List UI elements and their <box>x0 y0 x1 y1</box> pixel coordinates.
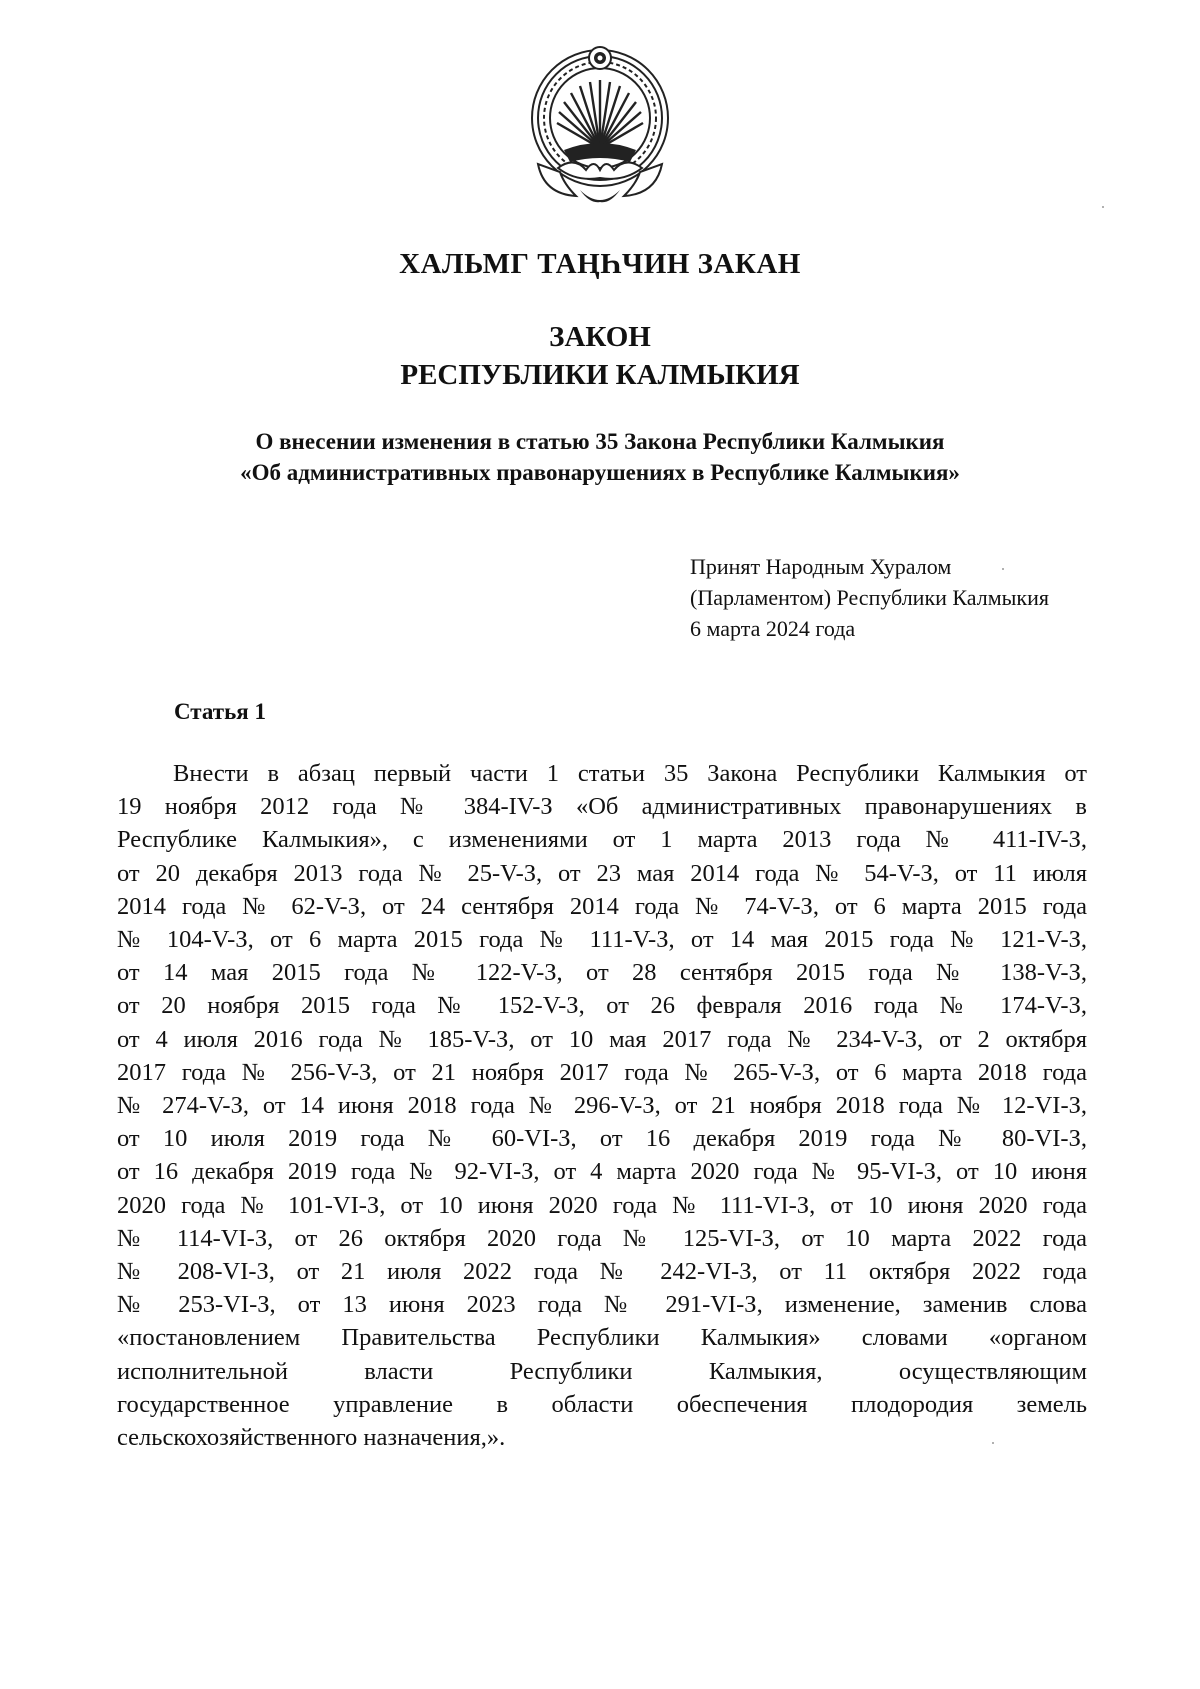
article-line: исполнительной власти Республики Калмыкия, осуществляющим <box>117 1357 1087 1385</box>
kalmykia-emblem-icon <box>524 44 676 210</box>
article-line: 2014 года № 62-V-З, от 24 сентября 2014 года № 74-V-З, от 6 марта 2015 года <box>117 892 1087 920</box>
article-title: Статья 1 <box>174 699 266 724</box>
scan-speck <box>992 1442 994 1444</box>
article-line: от 14 мая 2015 года № 122-V-З, от 28 сентября 2015 года № 138-V-З, <box>117 959 1087 987</box>
article-line: 2017 года № 256-V-З, от 21 ноября 2017 года № 265-V-З, от 6 марта 2018 года <box>117 1058 1087 1086</box>
article-line: 2020 года № 101-VI-З, от 10 июня 2020 года № 111-VI-З, от 10 июня 2020 года <box>117 1191 1087 1219</box>
article-line: № 274-V-З, от 14 июня 2018 года № 296-V-З, от 21 ноября 2018 года № 12-VI-З, <box>117 1092 1087 1120</box>
law-title <box>100 318 1100 394</box>
adoption-line2: (Парламентом) Республики Калмыкия <box>690 585 1050 610</box>
article-line: от 16 декабря 2019 года № 92-VI-З, от 4 марта 2020 года № 95-VI-З, от 10 июня <box>117 1158 1087 1186</box>
title-kalmyk: ХАЛЬМГ ТАҢҺЧИН ЗАКАН <box>399 248 801 280</box>
article-line: государственное управление в области обеспечения плодородия земель <box>117 1390 1087 1418</box>
scan-speck <box>1102 206 1104 208</box>
adoption-date: 6 марта 2024 года <box>690 616 856 641</box>
article-line: 19 ноября 2012 года № 384-IV-З «Об административных правонарушениях в <box>117 793 1087 821</box>
article-line: от 20 ноября 2015 года № 152-V-З, от 26 февраля 2016 года № 174-V-З, <box>117 992 1087 1020</box>
article-line: № 253-VI-З, от 13 июня 2023 года № 291-VI-З, изменение, заменив слова <box>117 1291 1087 1319</box>
law-title-line2: РЕСПУБЛИКИ КАЛМЫКИЯ <box>400 359 800 391</box>
article-line: Внести в абзац первый части 1 статьи 35 Закона Республики Калмыкия от <box>173 760 1087 787</box>
article-line: № 114-VI-З, от 26 октября 2020 года № 125-VI-З, от 10 марта 2022 года <box>117 1224 1087 1252</box>
article-line: сельскохозяйственного назначения,». <box>117 1424 506 1452</box>
article-line: от 20 декабря 2013 года № 25-V-З, от 23 мая 2014 года № 54-V-З, от 11 июля <box>117 859 1087 887</box>
law-title-line1: ЗАКОН <box>549 321 651 353</box>
article-line: № 208-VI-З, от 21 июля 2022 года № 242-VI-З, от 11 октября 2022 года <box>117 1258 1087 1286</box>
article-line: Республике Калмыкия», с изменениями от 1 марта 2013 года № 411-IV-З, <box>117 826 1087 854</box>
scan-speck <box>1002 568 1004 570</box>
article-line: № 104-V-З, от 6 марта 2015 года № 111-V-З, от 14 мая 2015 года № 121-V-З, <box>117 926 1087 954</box>
law-subject-line2: «Об административных правонарушениях в Республике Калмыкия» <box>240 460 960 485</box>
article-line: от 4 июля 2016 года № 185-V-З, от 10 мая 2017 года № 234-V-З, от 2 октября <box>117 1025 1087 1053</box>
article-line: от 10 июля 2019 года № 60-VI-З, от 16 декабря 2019 года № 80-VI-З, <box>117 1125 1087 1153</box>
article-body <box>117 757 1087 1454</box>
law-subject <box>100 426 1100 488</box>
article-line: «постановлением Правительства Республики Калмыкия» словами «органом <box>117 1324 1087 1352</box>
adoption-line1: Принят Народным Хуралом <box>690 554 952 579</box>
law-subject-line1: О внесении изменения в статью 35 Закона Республики Калмыкия <box>255 429 945 454</box>
adoption-note <box>690 551 1110 644</box>
